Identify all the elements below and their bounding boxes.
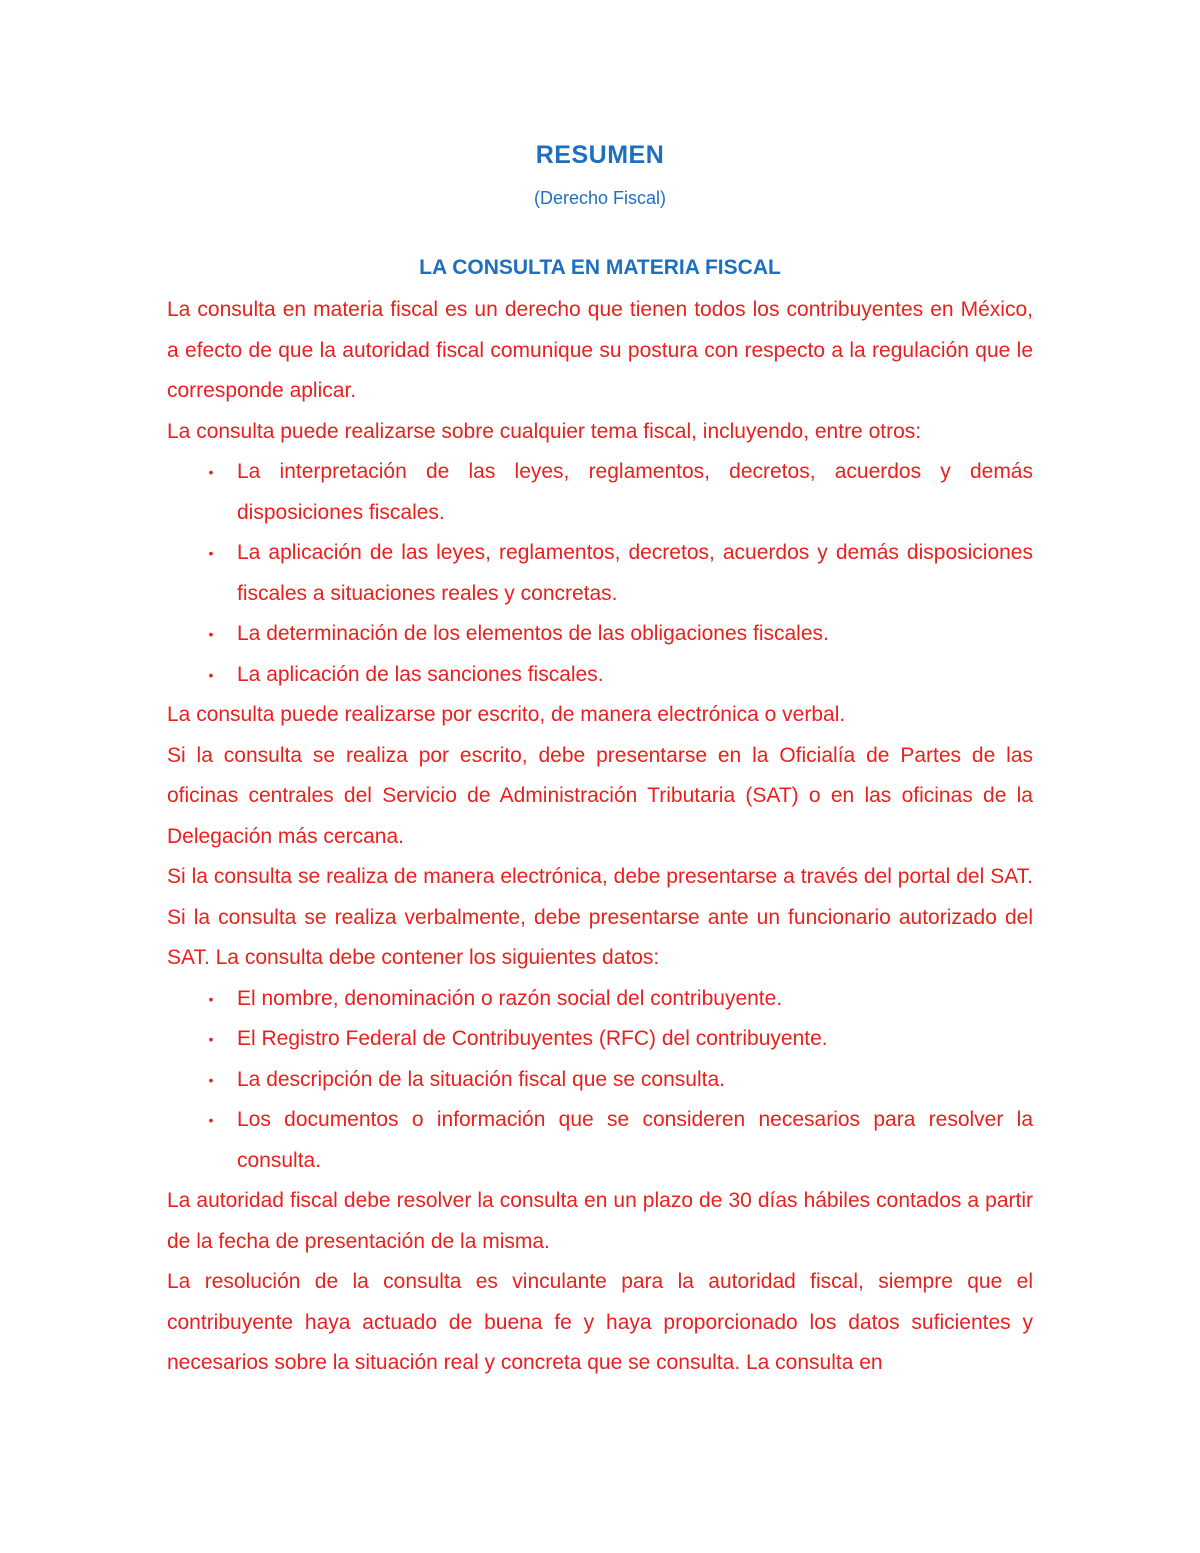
- paragraph-resolution: La resolución de la consulta es vinculante para la autoridad fiscal, siempre que el contribuyente haya actuado de buena fe y haya proporcionado los datos suficientes y necesarios sobre la situación real y concreta que se consulta. La consulta en: [167, 1270, 1033, 1374]
- list-item: [208, 533, 1033, 614]
- bullet-icon: •: [208, 1031, 214, 1047]
- section-heading: LA CONSULTA EN MATERIA FISCAL: [419, 256, 781, 279]
- bullet-icon: •: [208, 545, 214, 561]
- paragraph-written: Si la consulta se realiza por escrito, debe presentarse en la Oficialía de Partes de las oficinas centrales del Servicio de Administración Tributaria (SAT) o en las oficinas de la Delegación más cercana.: [167, 743, 1033, 848]
- list-item-text: La aplicación de las sanciones fiscales.: [237, 662, 604, 686]
- paragraph-electronic: Si la consulta se realiza de manera electrónica, debe presentarse a través del portal del SAT. Si la consulta se realiza verbalmente, debe presentarse ante un funcionario autorizado del SAT. La consulta debe contener los siguientes datos:: [167, 865, 1033, 969]
- list-item-text: La determinación de los elementos de las obligaciones fiscales.: [237, 622, 829, 645]
- document-subtitle: (Derecho Fiscal): [533, 188, 667, 208]
- list-item: [208, 655, 1033, 696]
- paragraph-methods: La consulta puede realizarse por escrito, de manera electrónica o verbal.: [167, 703, 846, 726]
- bullet-icon: •: [208, 990, 214, 1007]
- list-item: [208, 614, 1033, 655]
- bullet-icon: •: [208, 666, 214, 683]
- list-item: [208, 1100, 1033, 1181]
- list-item: [208, 452, 1033, 533]
- list-item-text: La descripción de la situación fiscal que se consulta.: [237, 1067, 725, 1091]
- document-title: RESUMEN: [535, 141, 665, 169]
- list-item: [208, 979, 1033, 1020]
- bullet-icon: •: [208, 464, 214, 480]
- topics-list: [167, 452, 1033, 695]
- list-item-text: Los documentos o información que se consideren necesarios para resolver la consulta.: [237, 1108, 1033, 1172]
- paragraph-intro: La consulta en materia fiscal es un derecho que tienen todos los contribuyentes en México, a efecto de que la autoridad fiscal comunique su postura con respecto a la regulación que le corresponde aplicar.: [167, 298, 1033, 402]
- bullet-icon: •: [208, 626, 214, 642]
- list-item: [208, 1019, 1033, 1060]
- list-item: [208, 1060, 1033, 1101]
- list-item-text: El Registro Federal de Contribuyentes (RFC) del contribuyente.: [237, 1027, 828, 1050]
- bullet-icon: •: [208, 1112, 214, 1128]
- bullet-icon: •: [208, 1071, 214, 1088]
- document-body: [167, 290, 1033, 1384]
- list-item-text: La interpretación de las leyes, reglamentos, decretos, acuerdos y demás disposiciones fiscales.: [237, 460, 1033, 524]
- required-data-list: [167, 979, 1033, 1182]
- list-item-text: El nombre, denominación o razón social del contribuyente.: [237, 986, 783, 1010]
- list-item-text: La aplicación de las leyes, reglamentos, decretos, acuerdos y demás disposiciones fiscales a situaciones reales y concretas.: [237, 541, 1033, 605]
- paragraph-deadline: La autoridad fiscal debe resolver la consulta en un plazo de 30 días hábiles contados a partir de la fecha de presentación de la misma.: [167, 1189, 1033, 1253]
- paragraph-topics-lead: La consulta puede realizarse sobre cualquier tema fiscal, incluyendo, entre otros:: [167, 419, 922, 443]
